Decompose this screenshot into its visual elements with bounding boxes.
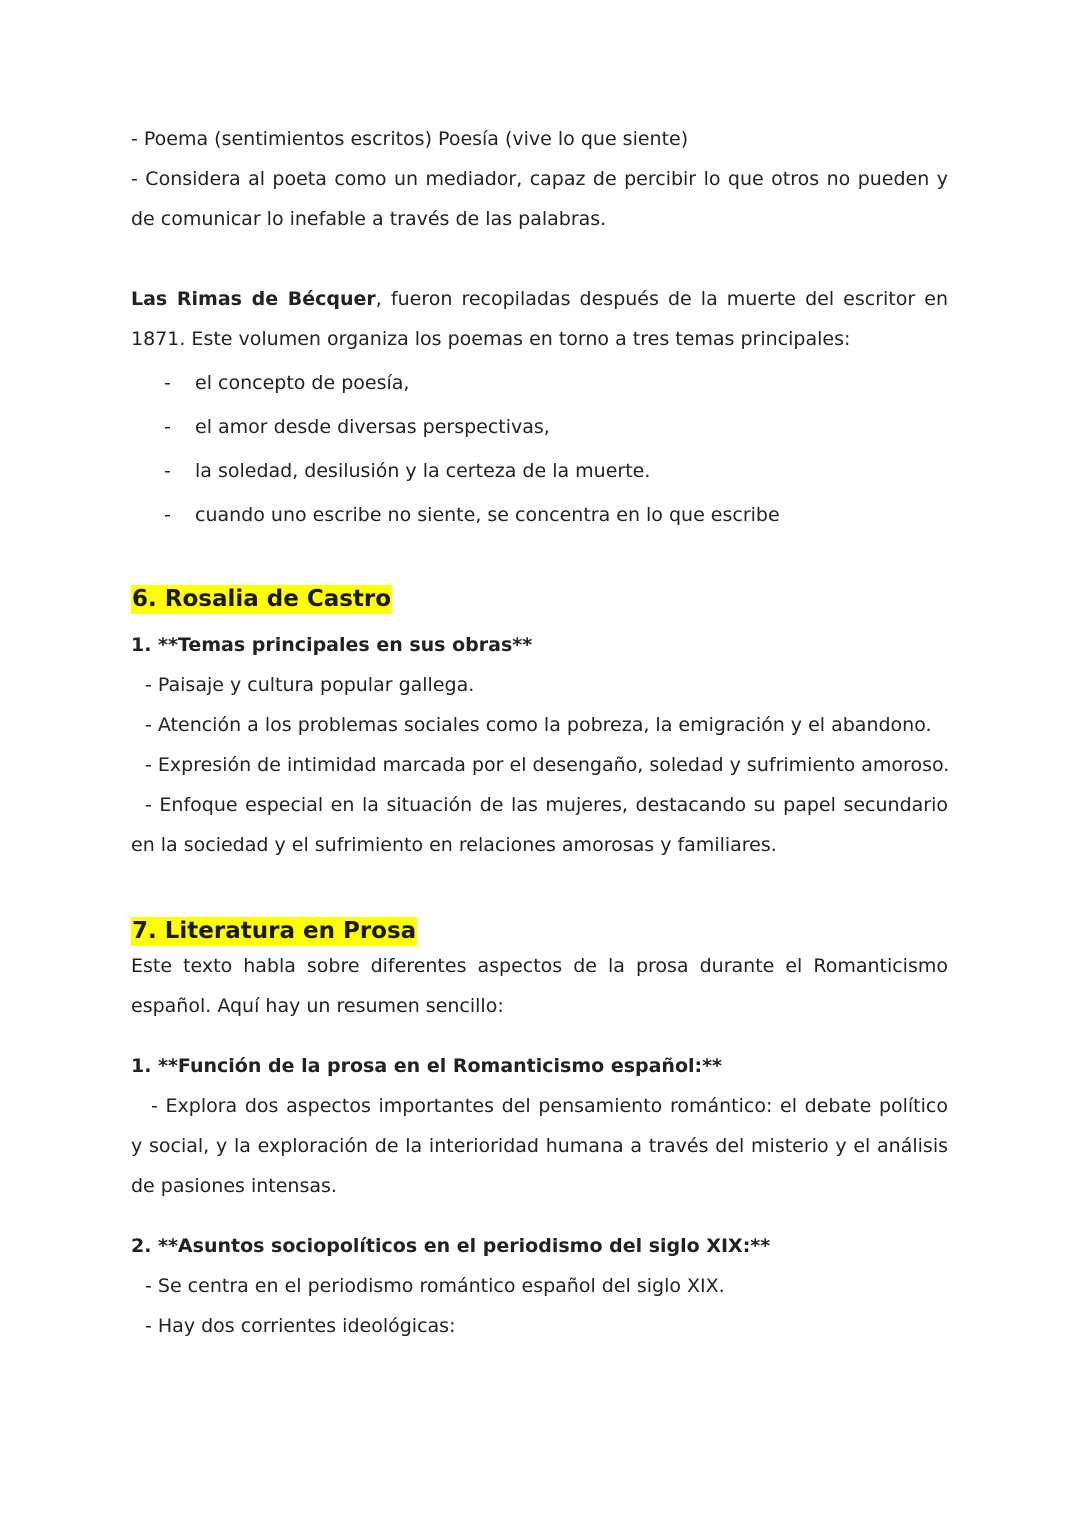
dash-bullet: - [164, 372, 171, 394]
spacer [131, 865, 948, 917]
rimas-paragraph [131, 279, 948, 359]
section-7-heading: 7. Literatura en Prosa [132, 918, 417, 944]
section-6-subheading: 1. **Temas principales en sus obras** [131, 634, 533, 656]
section-6-point-2: - Atención a los problemas sociales como la pobreza, la emigración y el abandono. [145, 714, 932, 736]
section-7-subheading-2: 2. **Asuntos sociopolíticos en el periodismo del siglo XIX:** [131, 1235, 771, 1257]
list-item [131, 361, 948, 405]
spacer [131, 1206, 948, 1226]
dash-bullet: - [164, 416, 171, 438]
spacer [131, 239, 948, 279]
spacer [131, 537, 948, 585]
section-7-subheading-1: 1. **Función de la prosa en el Romanticismo español:** [131, 1055, 722, 1077]
section-7-subheading-2-point-2: - Hay dos corrientes ideológicas: [145, 1315, 456, 1337]
section-7-intro: Este texto habla sobre diferentes aspectos de la prosa durante el Romanticismo español. Aquí hay un resumen sencillo: [131, 955, 948, 1017]
section-6-heading: 6. Rosalia de Castro [132, 586, 392, 612]
section-6-point-1: - Paisaje y cultura popular gallega. [145, 674, 475, 696]
list-item-text: cuando uno escribe no siente, se concentra en lo que escribe [195, 504, 780, 526]
section-6-point-4: - Enfoque especial en la situación de las mujeres, destacando su papel secundario en la sociedad y el sufrimiento en relaciones amorosas y familiares. [131, 794, 948, 856]
spacer [131, 614, 948, 625]
list-item [131, 493, 948, 537]
section-7-subheading-1-text: - Explora dos aspectos importantes del pensamiento romántico: el debate político y social, y la exploración de la interioridad humana a través del misterio y el análisis de pasiones intensas. [131, 1095, 948, 1197]
spacer [131, 1026, 948, 1046]
list-item [131, 449, 948, 493]
list-item-text: la soledad, desilusión y la certeza de la muerte. [195, 460, 651, 482]
list-item [131, 405, 948, 449]
section-7-subheading-2-point-1: - Se centra en el periodismo romántico español del siglo XIX. [145, 1275, 725, 1297]
list-item-text: el amor desde diversas perspectivas, [195, 416, 550, 438]
intro-paragraph-2: - Considera al poeta como un mediador, capaz de percibir lo que otros no pueden y de comunicar lo inefable a través de las palabras. [131, 168, 948, 230]
rimas-text: , fueron recopiladas después de la muerte del escritor en 1871. Este volumen organiza los poemas en torno a tres temas principales: [131, 288, 949, 350]
section-6-point-3: - Expresión de intimidad marcada por el desengaño, soledad y sufrimiento amoroso. [145, 754, 950, 776]
list-item-text: el concepto de poesía, [195, 372, 410, 394]
rimas-title: Las Rimas de Bécquer [131, 288, 376, 310]
rimas-topic-list [131, 361, 948, 537]
top-margin [131, 0, 948, 119]
dash-bullet: - [164, 504, 171, 526]
intro-line-1: - Poema (sentimientos escritos) Poesía (vive lo que siente) [131, 128, 689, 150]
dash-bullet: - [164, 460, 171, 482]
